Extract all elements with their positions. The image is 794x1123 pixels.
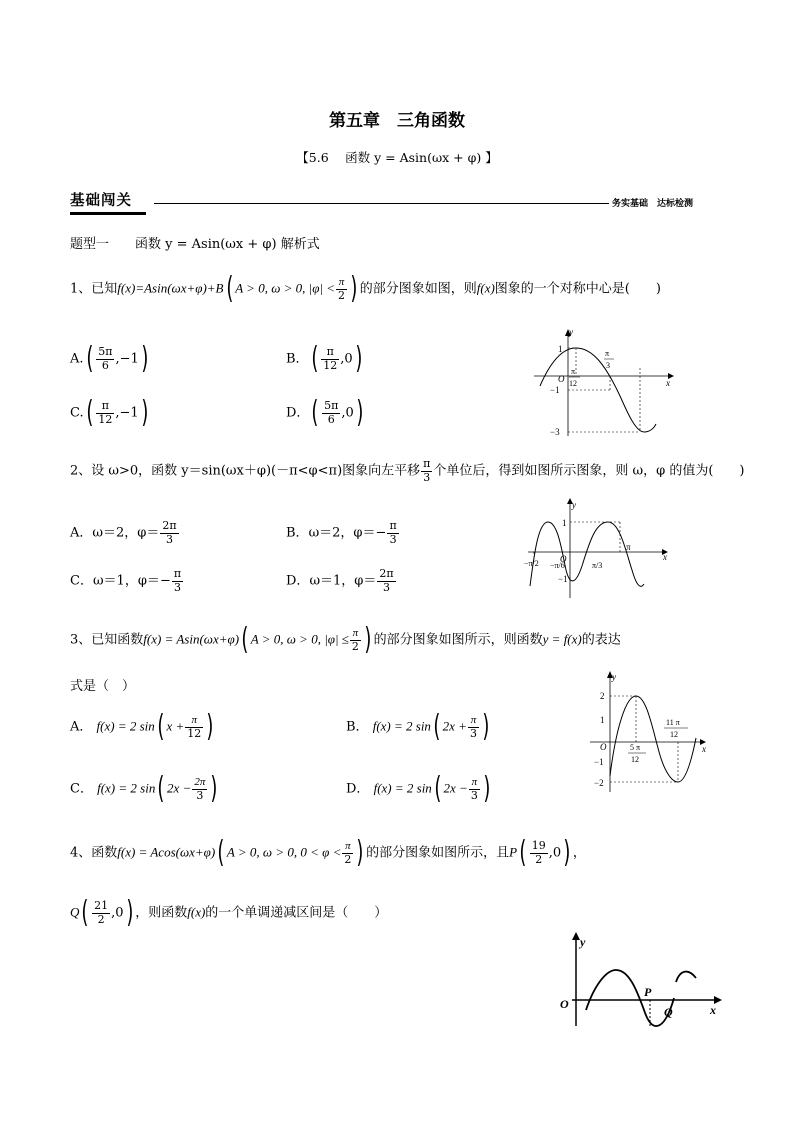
q4-condition: A > 0, ω > 0, 0 < φ < <box>226 844 342 860</box>
q2-option-b[interactable]: B．ω＝2，φ＝− $\frac{\pi}{3}$ <box>286 519 397 546</box>
q1-option-b[interactable]: B．( $\frac{\pi}{12}$ ,0) <box>286 341 363 376</box>
q4-stem-e: 的一个单调递减区间是（ ） <box>205 905 388 921</box>
q1-stem-d: f(x) <box>476 280 495 296</box>
q2-graph <box>524 496 674 600</box>
q3-tick-m2: −2 <box>594 778 604 788</box>
q1-origin: O <box>558 374 565 384</box>
q4-y-label: y <box>580 935 586 949</box>
q3-stem-a: 3、已知函数 <box>70 632 144 648</box>
q3-option-c[interactable]: C． f(x) = 2 sin( 2x − $\frac{2\pi}{3}$ ) <box>70 771 218 806</box>
q3-stem-b: 的部分图象如图所示，则函数 <box>373 632 543 648</box>
q4-point-p: P <box>509 844 518 860</box>
q3-function: f(x) = Asin(ωx+φ) <box>143 631 240 647</box>
q4-origin: O <box>560 997 569 1011</box>
q2-option-c[interactable]: C．ω＝1，φ＝− $\frac{\pi}{3}$ <box>70 567 182 594</box>
q2-x-label: x <box>663 552 667 562</box>
q2-tick-pi: π <box>626 542 631 552</box>
q2-tick-m1: −1 <box>558 574 568 584</box>
q3-graph <box>586 668 714 796</box>
q4-stem-c: ，则函数 <box>135 905 188 921</box>
q2-stem-b: 个单位后，得到如图所示图象，则 ω，φ 的值为( ) <box>433 463 745 479</box>
q3-tick-bd: 12 <box>670 730 678 739</box>
q2-option-d[interactable]: D．ω＝1，φ＝ $\frac{2\pi}{3}$ <box>286 567 394 594</box>
q1-x-label: x <box>666 378 670 388</box>
q1-tick-m1: −1 <box>550 385 560 395</box>
q3-y-label: y <box>612 672 616 682</box>
q1-tick-x2n: π <box>605 349 610 358</box>
q1-tick-1: 1 <box>558 344 563 354</box>
section-underline <box>70 212 146 215</box>
q1-graph <box>528 326 678 438</box>
q2-curve <box>530 522 644 586</box>
q3-tick-bn: 11 π <box>666 718 680 727</box>
q1-stem: 1、已知f(x)=Asin(ωx+φ)+B( A > 0, ω > 0, |φ| < $\frac{\pi}{2}$ ) 的部分图象如图，则f(x)图象的一个对称中心是( ) <box>70 271 661 306</box>
q2-tick-c: π/3 <box>592 561 603 570</box>
section-subtitle: 【5.6 函数 y = Asin(ωx + φ) 】 <box>296 150 498 165</box>
q3-stem-continued: 式是（ ） <box>70 679 136 694</box>
q3-condition: A > 0, ω > 0, |φ| ≤ <box>250 631 349 647</box>
q3-stem-d: 的表达 <box>581 632 621 648</box>
q3-origin: O <box>600 742 607 752</box>
section-tag: 务实基础 达标检测 <box>612 199 694 209</box>
section-heading: 基础闯关 <box>70 192 132 209</box>
q1-condition: A > 0, ω > 0, |φ| < <box>235 280 336 296</box>
q1-function: f(x)=Asin(ωx+φ)+B <box>117 280 224 296</box>
q4-x-label: x <box>710 1003 716 1017</box>
q1-option-c[interactable]: C.( $\frac{\pi}{12}$ ,−1) <box>70 395 149 430</box>
q2-tick-1: 1 <box>562 518 567 528</box>
q2-shift-den: 3 <box>423 470 431 484</box>
q2-tick-b: −π/6 <box>550 561 565 570</box>
q4-stem-a: 4、函数 <box>70 845 118 861</box>
q3-tick-1: 1 <box>600 715 605 725</box>
header-rule <box>154 203 609 204</box>
q2-option-a[interactable]: A．ω＝2，φ＝ $\frac{2\pi}{3}$ <box>70 519 177 546</box>
q3-option-d[interactable]: D． f(x) = 2 sin( 2x − $\frac{\pi}{3}$ ) <box>346 771 491 806</box>
q3-option-b[interactable]: B． f(x) = 2 sin( 2x + $\frac{\pi}{3}$ ) <box>346 709 490 744</box>
q1-tick-m3: −3 <box>550 427 560 437</box>
q4-point-q: Q <box>70 904 80 920</box>
q3-curve <box>610 696 696 782</box>
q1-option-d[interactable]: D．( $\frac{5\pi}{6}$ ,0) <box>286 395 364 430</box>
q4-label-q: Q <box>664 1005 673 1019</box>
q2-tick-a: −π/2 <box>524 559 539 568</box>
problem-type-heading: 题型一 函数 y = Asin(ωx + φ) 解析式 <box>70 237 320 252</box>
q4-function: f(x) = Acos(ωx+φ) <box>117 844 216 860</box>
q4-stem: 4、函数f(x) = Acos(ωx+φ)( A > 0, ω > 0, 0 < φ < $\frac{\pi}{2}$ ) 的部分图象如图所示，且P( $\frac{19}{2}$ ,0) ， <box>70 835 586 870</box>
q2-y-label: y <box>572 500 576 510</box>
q3-stem-c: y = f(x) <box>542 631 582 647</box>
q1-y-label: y <box>569 327 573 337</box>
q4-graph <box>554 930 730 1030</box>
q4-stem-continued: Q( $\frac{21}{2}$ ,0) ，则函数f(x)的一个单调递减区间是（ ） <box>70 895 388 930</box>
q4-stem-d: f(x) <box>187 904 206 920</box>
page-title: 第五章 三角函数 <box>329 111 465 131</box>
q1-tick-x2d: 3 <box>606 361 610 370</box>
q3-tick-an: 5 π <box>630 743 641 752</box>
q1-stem-a: 1、已知 <box>70 281 118 297</box>
q3-tick-m1: −1 <box>594 757 604 767</box>
q4-label-p: P <box>644 985 652 999</box>
q2-origin: O <box>560 554 567 564</box>
q1-option-a[interactable]: A.( $\frac{5\pi}{6}$ ,−1) <box>70 341 149 376</box>
q3-x-label: x <box>702 744 706 754</box>
q4-curve <box>586 970 674 1026</box>
q1-tick-x1n: π <box>571 367 576 376</box>
q2-stem <box>70 458 745 484</box>
q2-stem-a: 2、设 ω>0，函数 y＝sin(ωx＋φ)(－π<φ<π)图象向左平移 <box>70 463 421 479</box>
q3-tick-2: 2 <box>600 691 605 701</box>
q4-stem-b: 的部分图象如图所示，且 <box>366 845 510 861</box>
q2-shift-num: π <box>423 457 431 470</box>
q3-stem: 3、已知函数f(x) = Asin(ωx+φ)( A > 0, ω > 0, |φ| ≤ $\frac{\pi}{2}$ ) 的部分图象如图所示，则函数y = f(x)的表达 <box>70 622 621 657</box>
q3-option-a[interactable]: A． f(x) = 2 sin( x + $\frac{\pi}{12}$ ) <box>70 709 214 744</box>
q1-stem-e: 图象的一个对称中心是( ) <box>494 281 661 297</box>
q3-tick-ad: 12 <box>631 755 639 764</box>
q1-stem-c: 的部分图象如图，则 <box>359 281 477 297</box>
q1-tick-x1d: 12 <box>569 379 577 388</box>
